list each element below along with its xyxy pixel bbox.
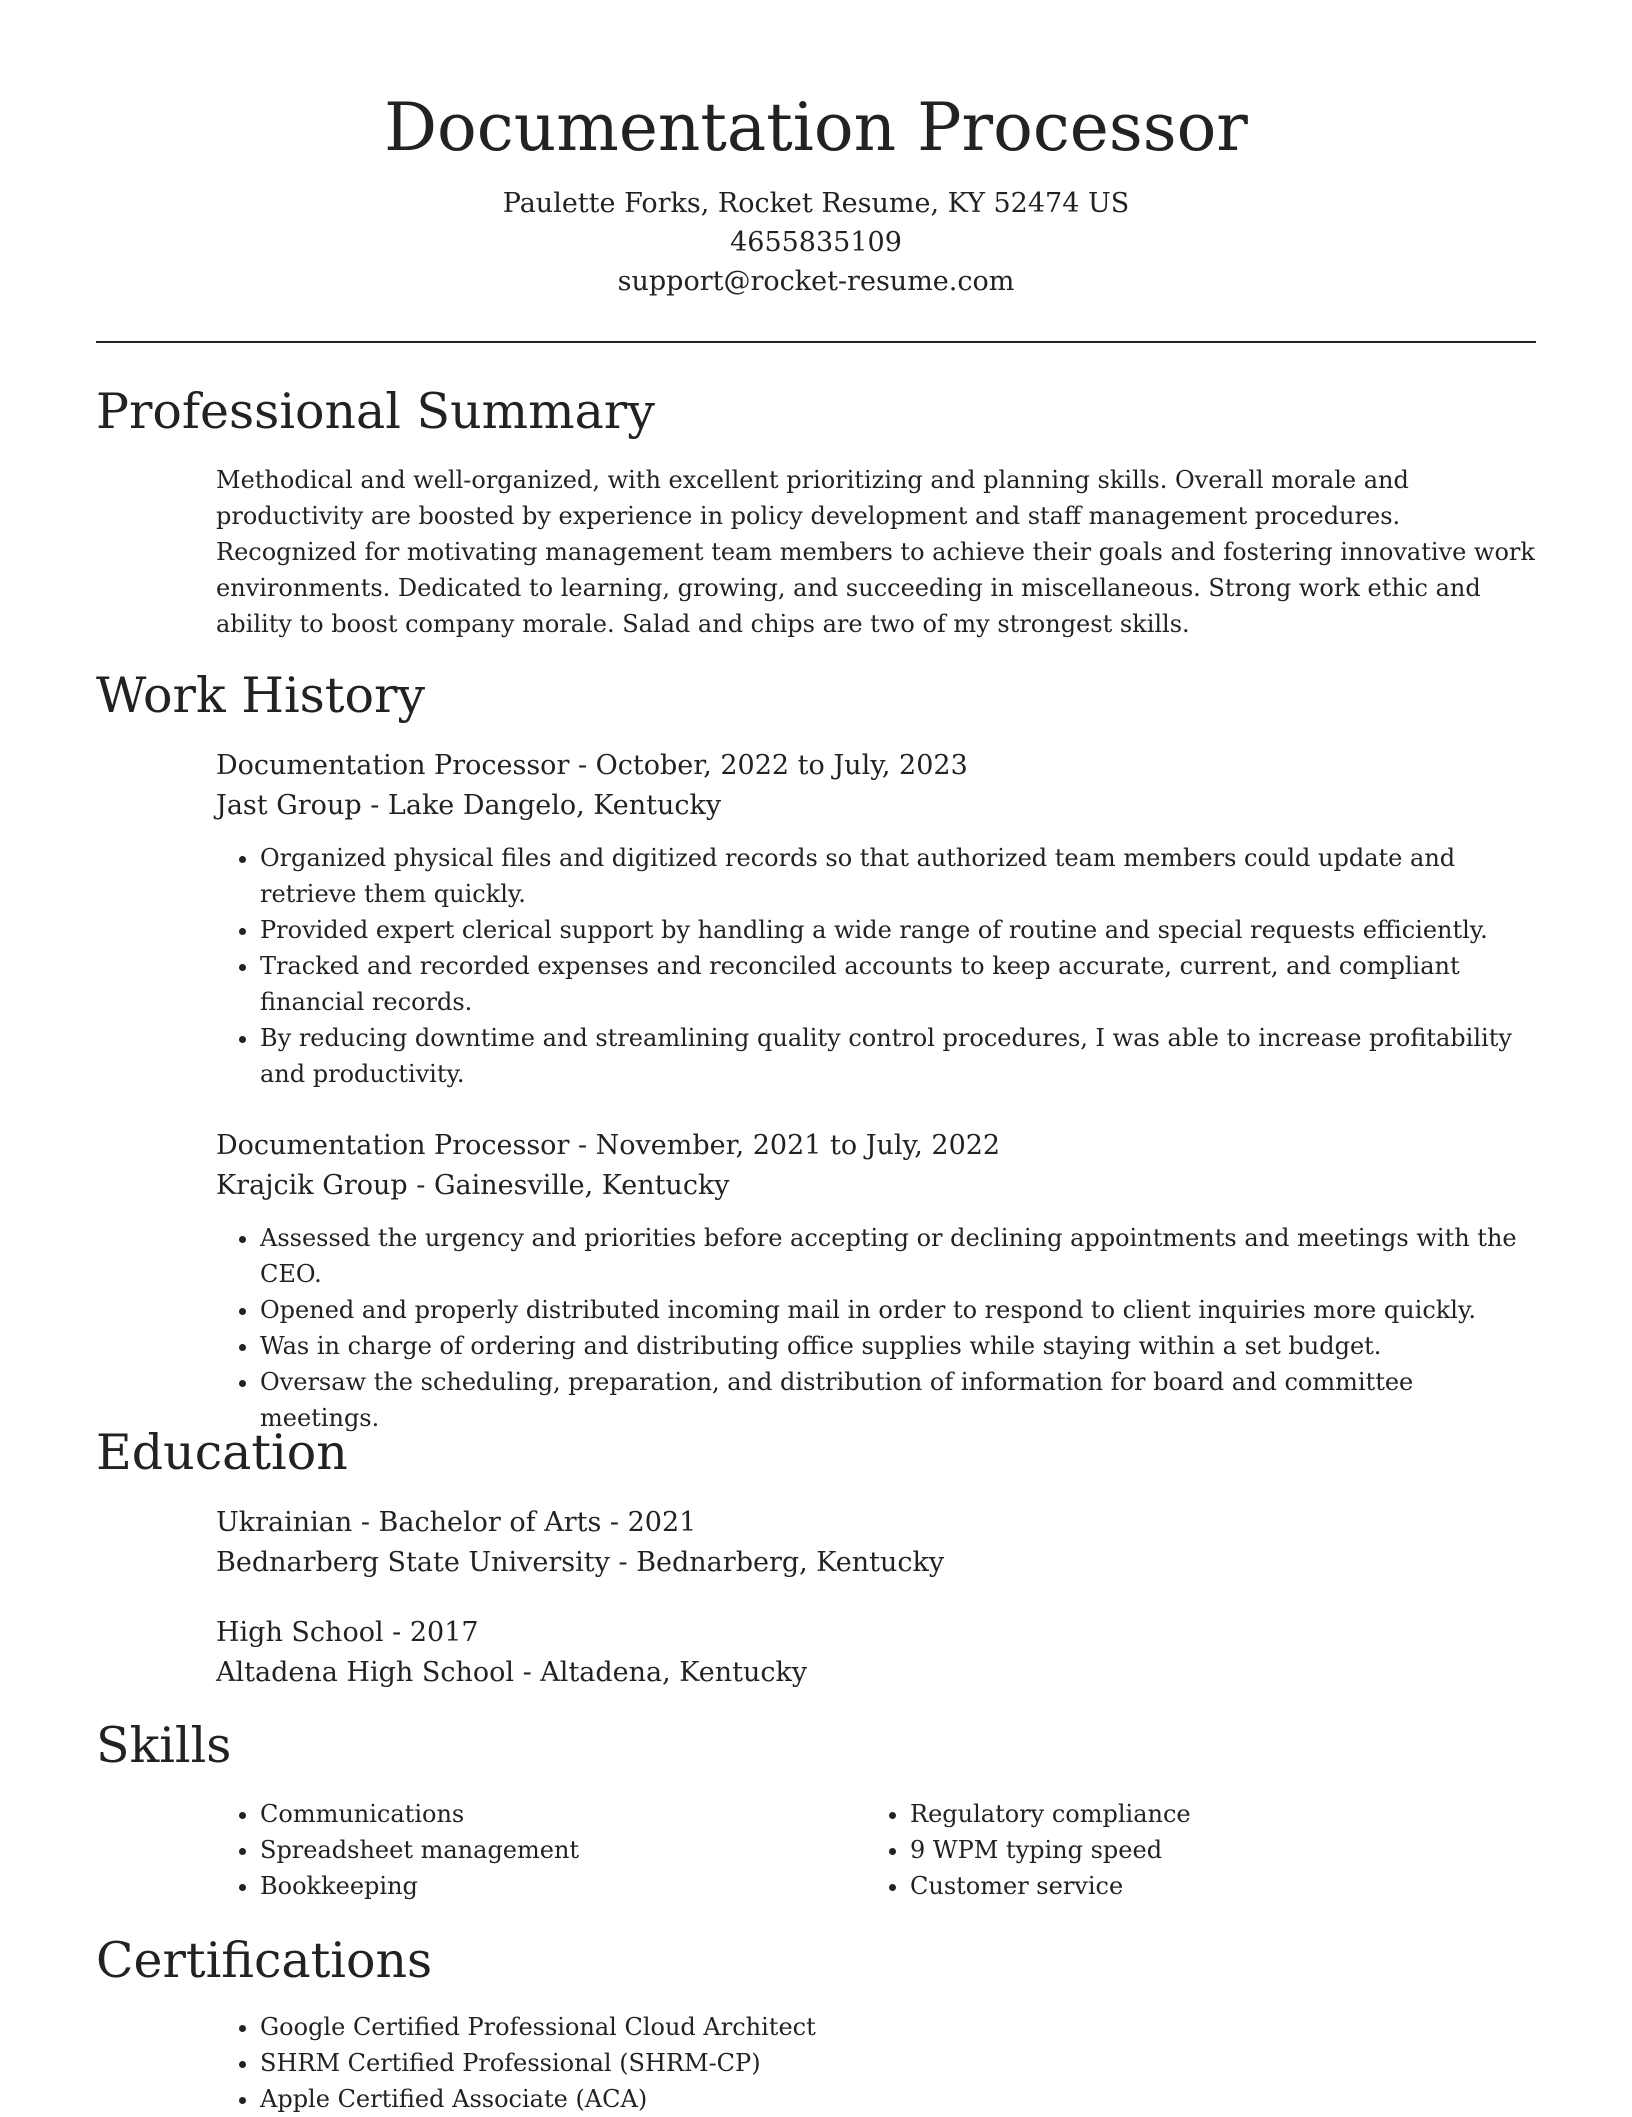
contact-phone: 4655835109 (730, 227, 902, 258)
summary-text: Methodical and well-organized, with excellent prioritizing and planning skills. Overall morale and productivity are boosted by experience in policy development and staff management procedures. Recognized for motivating management team members to achieve their goals and fostering innovative work environments. Dedicated to learning, growing, and succeeding in miscellaneous. Strong work ethic and ability to boost company morale. Salad and chips are two of my strongest skills. (216, 466, 1535, 638)
skill-item: • Customer service (910, 1868, 1516, 1904)
degree-line (216, 1503, 1536, 1543)
job-dates: - October, 2022 to July, 2023 (569, 750, 968, 781)
skill-item: • Bookkeeping (260, 1868, 866, 1904)
job-duty: • Provided expert clerical support by handling a wide range of routine and special requests efficiently. (260, 912, 1536, 948)
employer-line (216, 1166, 1536, 1206)
employer-name: Krajcik Group (216, 1170, 408, 1201)
degree-name: High School (216, 1617, 384, 1648)
certifications-section (216, 2009, 1536, 2117)
resume-name: Documentation Processor (384, 89, 1248, 166)
job-duty: • Organized physical files and digitized records so that authorized team members could update and retrieve them quickly. (260, 840, 1536, 912)
resume-header (0, 84, 1632, 301)
skills-grid (216, 1796, 1536, 1904)
certification-item: • Apple Certified Associate (ACA) (260, 2081, 1536, 2117)
skills-list (216, 1796, 866, 1904)
certification-item: • Google Certified Professional Cloud Architect (260, 2009, 1536, 2045)
job-title-line (216, 1126, 1536, 1166)
job-duty: • By reducing downtime and streamlining quality control procedures, I was able to increase profitability and productivity. (260, 1020, 1536, 1092)
school-location: - Bednarberg, Kentucky (609, 1547, 945, 1578)
employer-location: - Gainesville, Kentucky (407, 1170, 730, 1201)
section-title-skills: Skills (96, 1717, 232, 1774)
contact-address: Paulette Forks, Rocket Resume, KY 52474 US (502, 188, 1130, 219)
section-title-education: Education (96, 1424, 348, 1481)
degree-year: - 2021 (601, 1507, 697, 1538)
employer-name: Jast Group (216, 790, 362, 821)
work-entry (216, 746, 1536, 1092)
skill-item: • 9 WPM typing speed (910, 1832, 1516, 1868)
job-duty: • Assessed the urgency and priorities before accepting or declining appointments and meetings with the CEO. (260, 1220, 1536, 1292)
summary-section (216, 462, 1536, 642)
school-name: Bednarberg State University (216, 1547, 610, 1578)
school-location: - Altadena, Kentucky (514, 1657, 808, 1688)
certification-item: • SHRM Certified Professional (SHRM-CP) (260, 2045, 1536, 2081)
school-line (216, 1543, 1536, 1583)
education-entry (216, 1503, 1536, 1583)
job-title: Documentation Processor (216, 1130, 570, 1161)
skills-section (216, 1796, 1536, 1904)
education-entry (216, 1613, 1536, 1693)
work-entry (216, 1126, 1536, 1436)
job-duty: • Oversaw the scheduling, preparation, and distribution of information for board and committee meetings. (260, 1364, 1536, 1436)
skills-list (866, 1796, 1516, 1904)
skill-item: • Spreadsheet management (260, 1832, 866, 1868)
job-duty: • Tracked and recorded expenses and reconciled accounts to keep accurate, current, and compliant financial records. (260, 948, 1536, 1020)
degree-line (216, 1613, 1536, 1653)
contact-email: support@rocket-resume.com (617, 266, 1015, 297)
employer-line (216, 786, 1536, 826)
school-name: Altadena High School (216, 1657, 515, 1688)
school-line (216, 1653, 1536, 1693)
employer-location: - Lake Dangelo, Kentucky (361, 790, 722, 821)
degree-year: - 2017 (383, 1617, 479, 1648)
skill-item: • Regulatory compliance (910, 1796, 1516, 1832)
certifications-list (216, 2009, 1536, 2117)
section-title-certifications: Certifications (96, 1932, 433, 1989)
section-title-work: Work History (96, 667, 426, 724)
job-duties-list (216, 840, 1536, 1092)
job-duty: • Opened and properly distributed incoming mail in order to respond to client inquiries more quickly. (260, 1292, 1536, 1328)
skills-column-right (866, 1796, 1516, 1904)
job-duty: • Was in charge of ordering and distributing office supplies while staying within a set budget. (260, 1328, 1536, 1364)
skill-item: • Communications (260, 1796, 866, 1832)
job-title-line (216, 746, 1536, 786)
header-divider (96, 341, 1536, 343)
skills-column-left (216, 1796, 866, 1904)
job-title: Documentation Processor (216, 750, 570, 781)
job-duties-list (216, 1220, 1536, 1436)
job-dates: - November, 2021 to July, 2022 (569, 1130, 1001, 1161)
contact-block (0, 184, 1632, 301)
degree-name: Ukrainian - Bachelor of Arts (216, 1507, 602, 1538)
section-title-summary: Professional Summary (96, 383, 655, 440)
